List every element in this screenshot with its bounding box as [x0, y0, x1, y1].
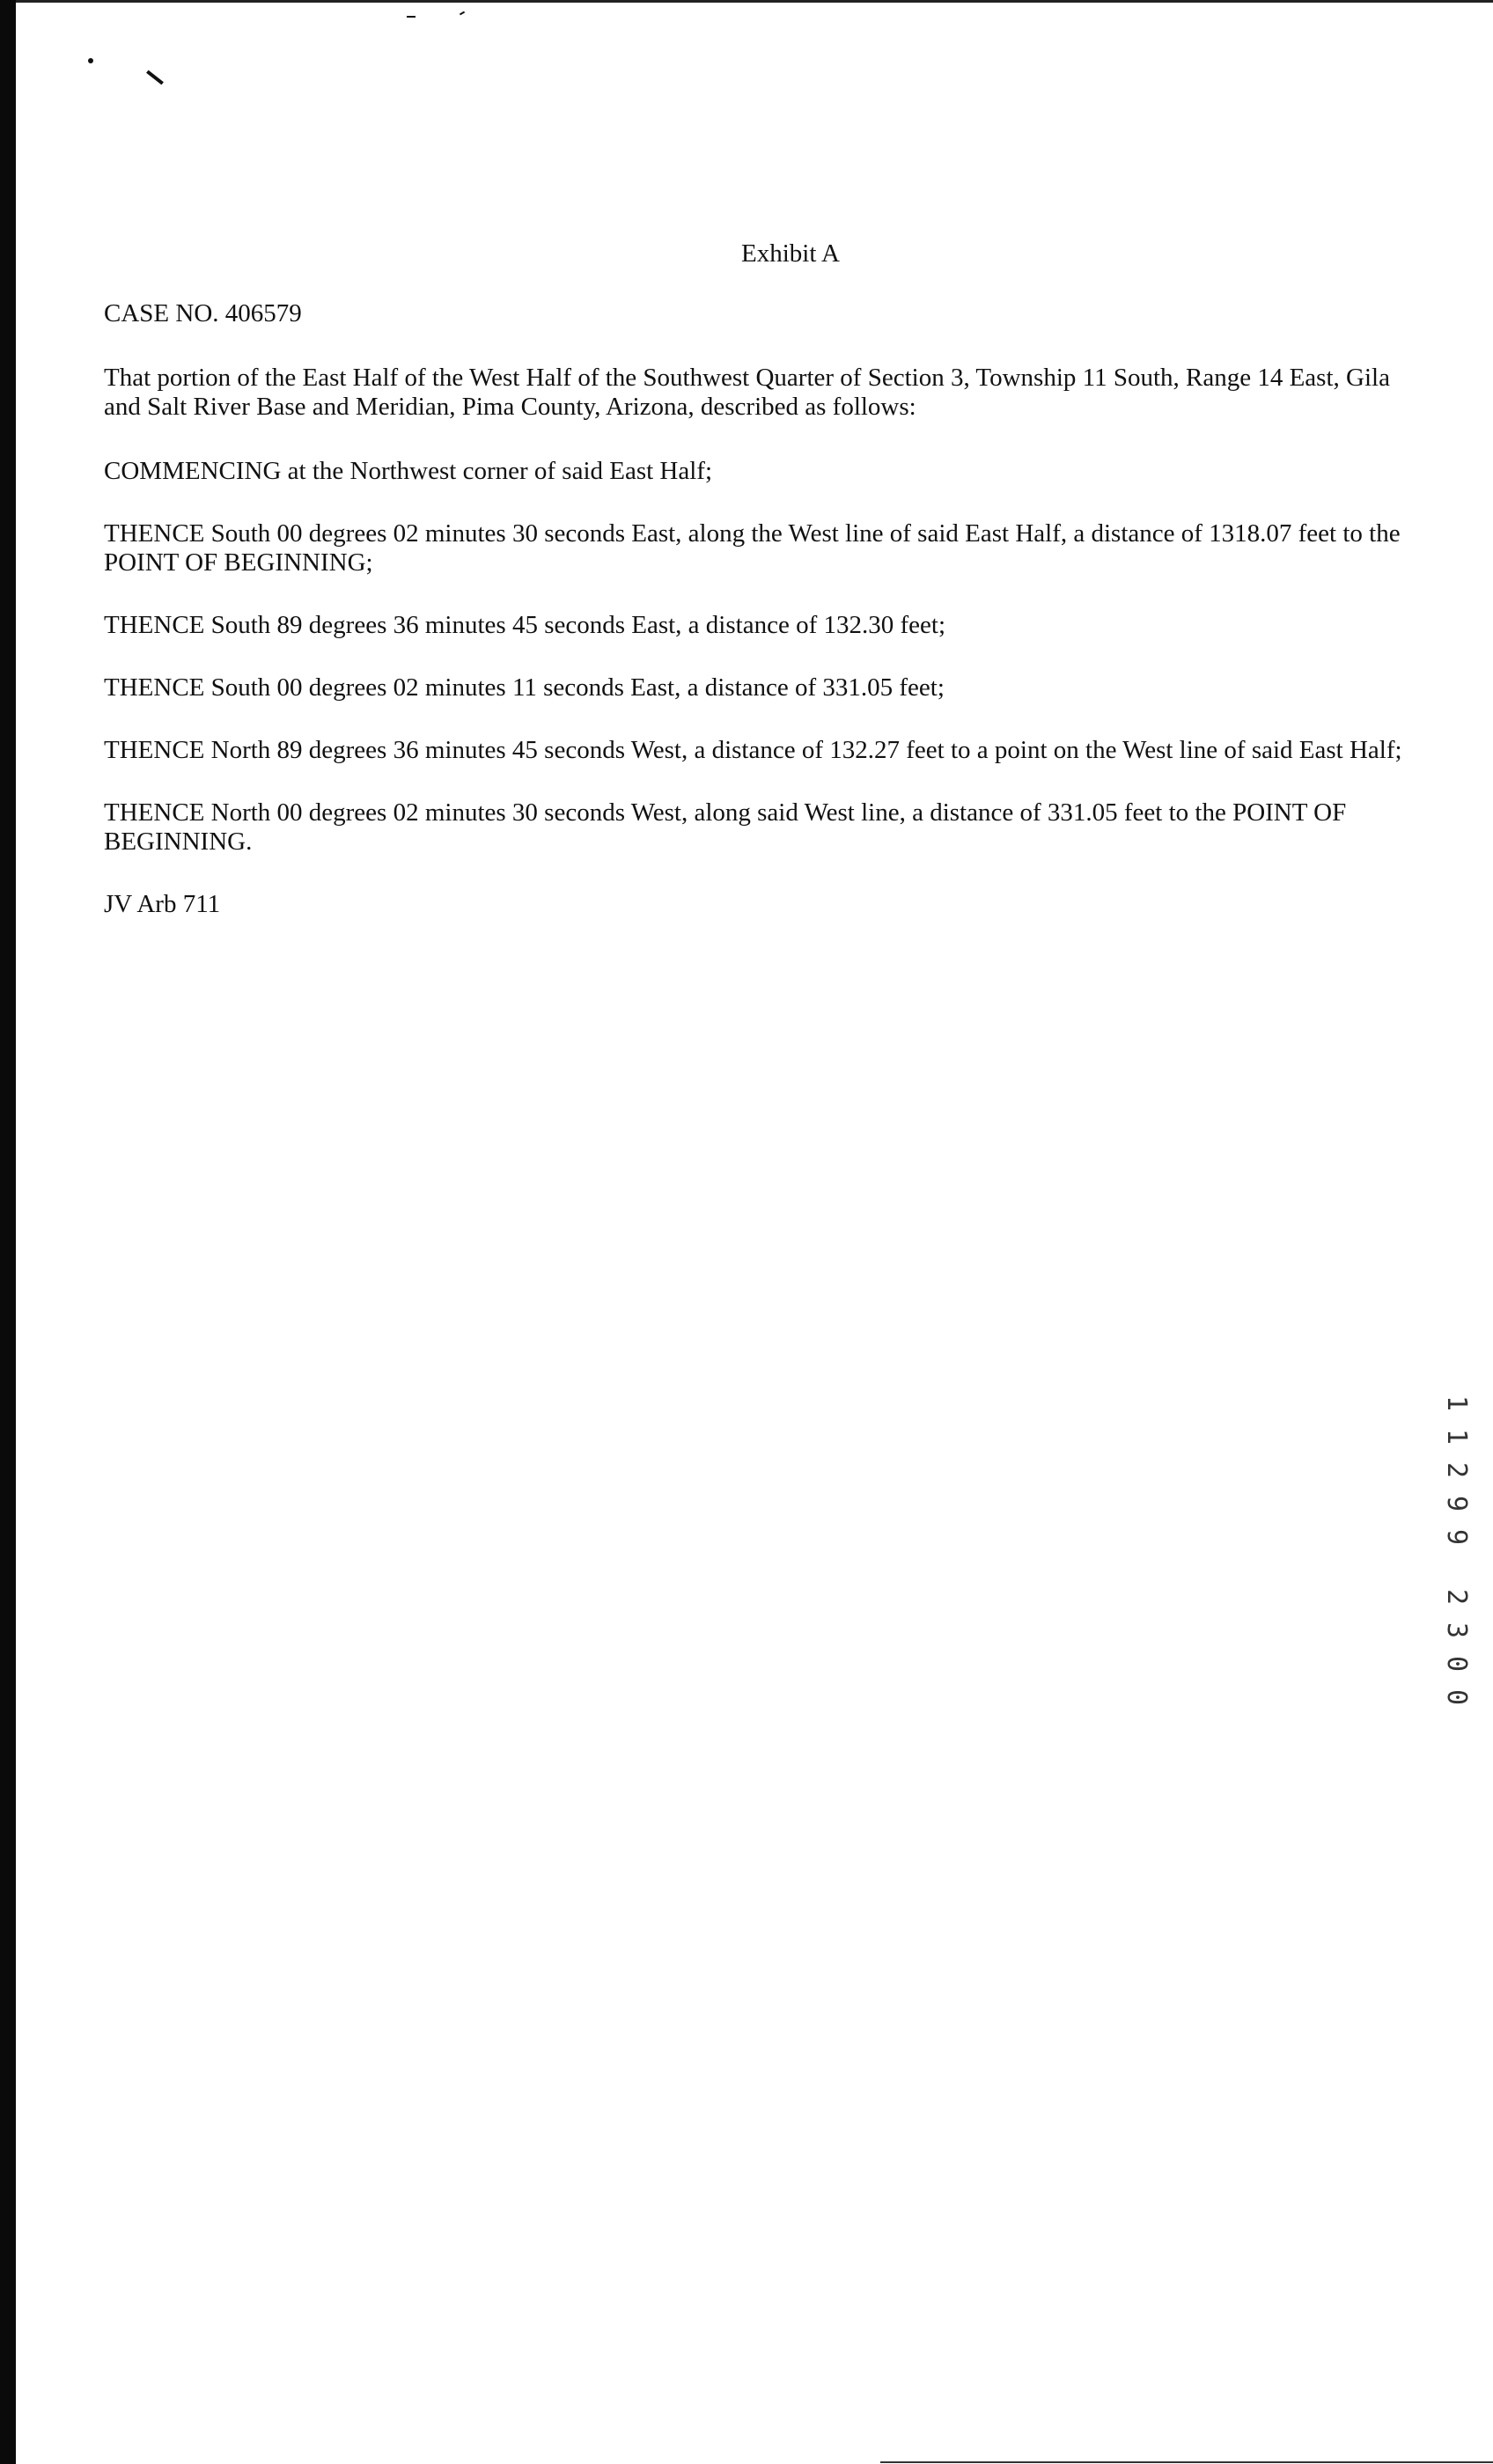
case-number: CASE NO. 406579	[104, 299, 302, 327]
scan-left-border	[0, 0, 16, 2464]
scan-speck	[407, 16, 416, 18]
thence-clause-5: THENCE North 00 degrees 02 minutes 30 seconds West, along said West line, a distance of 331.05 feet to the POINT OF BEGINNING.	[104, 798, 1347, 856]
stamp-digit: 9	[1441, 1528, 1472, 1546]
stamp-digit: 2	[1441, 1461, 1472, 1479]
stamp-gap	[1440, 1554, 1472, 1580]
scan-speck	[88, 58, 93, 63]
thence-clause-3: THENCE South 00 degrees 02 minutes 11 seconds East, a distance of 331.05 feet;	[104, 673, 945, 702]
stamp-digit: 9	[1441, 1495, 1472, 1512]
docket-stamp	[1440, 1386, 1472, 1714]
scan-top-edge	[16, 0, 1493, 3]
scan-speck	[146, 70, 164, 85]
scan-speck	[460, 11, 465, 16]
stamp-digit: 0	[1441, 1688, 1472, 1706]
stamp-digit: 1	[1441, 1394, 1472, 1412]
thence-clause-2: THENCE South 89 degrees 36 minutes 45 seconds East, a distance of 132.30 feet;	[104, 611, 945, 639]
thence-clause-1: THENCE South 00 degrees 02 minutes 30 seconds East, along the West line of said East Half, a distance of 1318.07 feet to the POINT OF BEGINNING;	[104, 519, 1401, 577]
reference-code: JV Arb 711	[104, 890, 221, 918]
property-description: That portion of the East Half of the West Half of the Southwest Quarter of Section 3, Township 11 South, Range 14 East, Gila and Salt River Base and Meridian, Pima County, Arizona, described as follows:	[104, 364, 1390, 421]
stamp-digit: 3	[1441, 1622, 1472, 1639]
document-title: Exhibit A	[741, 239, 840, 268]
commencing-clause: COMMENCING at the Northwest corner of said East Half;	[104, 457, 713, 485]
stamp-digit: 2	[1441, 1588, 1472, 1606]
thence-clause-4: THENCE North 89 degrees 36 minutes 45 seconds West, a distance of 132.27 feet to a point on the West line of said East Half;	[104, 736, 1402, 764]
scan-bottom-edge	[880, 2461, 1493, 2463]
stamp-digit: 1	[1441, 1428, 1472, 1445]
stamp-digit: 0	[1441, 1655, 1472, 1673]
document-body	[104, 299, 1411, 953]
